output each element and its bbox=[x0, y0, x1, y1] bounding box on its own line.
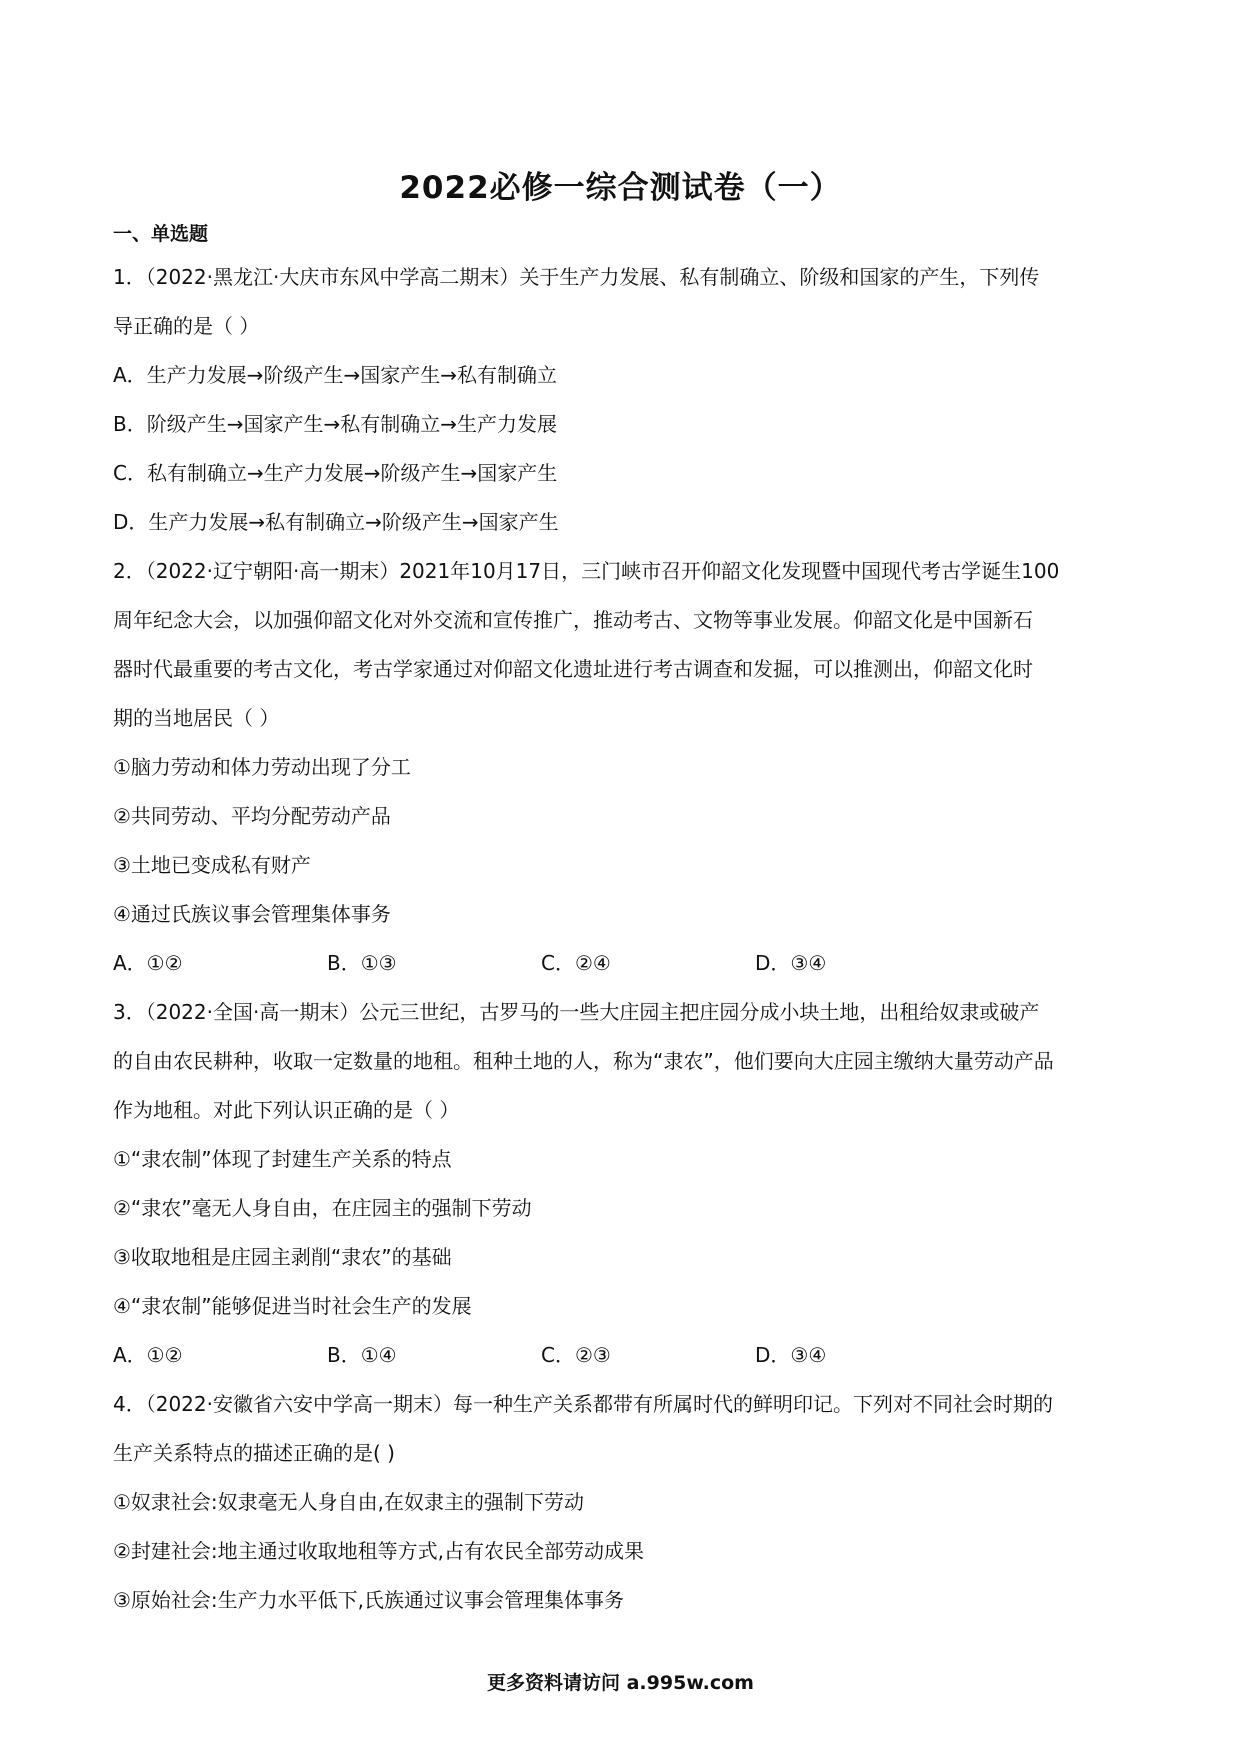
question-stem-line: 生产关系特点的描述正确的是( ) bbox=[113, 1441, 395, 1465]
option-a: A．①② bbox=[113, 1343, 183, 1367]
question-stem-line: 4．（2022·安徽省六安中学高一期末）每一种生产关系都带有所属时代的鲜明印记。下列对不同社会时期的 bbox=[113, 1392, 1053, 1416]
statement-item: ③原始社会:生产力水平低下,氏族通过议事会管理集体事务 bbox=[113, 1588, 625, 1612]
statement-item: ①脑力劳动和体力劳动出现了分工 bbox=[113, 755, 411, 779]
option-c: C．②④ bbox=[541, 951, 611, 975]
question-stem-line: 的自由农民耕种，收取一定数量的地租。租种土地的人，称为“隶农”，他们要向大庄园主缴纳大量劳动产品 bbox=[113, 1049, 1054, 1073]
question-1 bbox=[113, 253, 1133, 547]
choice-c: C．私有制确立→生产力发展→阶级产生→国家产生 bbox=[113, 461, 558, 485]
option-a: A．①② bbox=[113, 951, 183, 975]
statement-item: ④通过氏族议事会管理集体事务 bbox=[113, 902, 391, 926]
option-d: D．③④ bbox=[755, 951, 827, 975]
answer-options bbox=[113, 1331, 1133, 1380]
statement-item: ③收取地租是庄园主剥削“隶农”的基础 bbox=[113, 1245, 452, 1269]
question-stem-line: 周年纪念大会，以加强仰韶文化对外交流和宣传推广，推动考古、文物等事业发展。仰韶文化是中国新石 bbox=[113, 608, 1033, 632]
question-stem-line: 1．（2022·黑龙江·大庆市东风中学高二期末）关于生产力发展、私有制确立、阶级和国家的产生，下列传 bbox=[113, 265, 1040, 289]
choice-d: D．生产力发展→私有制确立→阶级产生→国家产生 bbox=[113, 510, 559, 534]
choice-b: B．阶级产生→国家产生→私有制确立→生产力发展 bbox=[113, 412, 557, 436]
option-b: B．①③ bbox=[327, 951, 397, 975]
question-stem-line: 作为地租。对此下列认识正确的是（ ） bbox=[113, 1098, 460, 1122]
statement-item: ①奴隶社会:奴隶毫无人身自由,在奴隶主的强制下劳动 bbox=[113, 1490, 585, 1514]
question-3 bbox=[113, 988, 1133, 1380]
statement-item: ②封建社会:地主通过收取地租等方式,占有农民全部劳动成果 bbox=[113, 1539, 645, 1563]
question-stem-line: 导正确的是（ ） bbox=[113, 314, 260, 338]
document-title: 2022必修一综合测试卷（一） bbox=[399, 170, 842, 206]
question-stem-line: 器时代最重要的考古文化，考古学家通过对仰韶文化遗址进行考古调查和发掘，可以推测出，仰韶文化时 bbox=[113, 657, 1033, 681]
statement-item: ②共同劳动、平均分配劳动产品 bbox=[113, 804, 391, 828]
option-c: C．②③ bbox=[541, 1343, 611, 1367]
statement-item: ④“隶农制”能够促进当时社会生产的发展 bbox=[113, 1294, 472, 1318]
option-d: D．③④ bbox=[755, 1343, 827, 1367]
option-b: B．①④ bbox=[327, 1343, 397, 1367]
question-stem-line: 期的当地居民（ ） bbox=[113, 706, 280, 730]
question-2 bbox=[113, 547, 1133, 988]
question-list bbox=[113, 253, 1133, 1625]
choice-a: A．生产力发展→阶级产生→国家产生→私有制确立 bbox=[113, 363, 557, 387]
section-heading: 一、单选题 bbox=[113, 223, 209, 245]
statement-item: ③土地已变成私有财产 bbox=[113, 853, 311, 877]
statement-item: ①“隶农制”体现了封建生产关系的特点 bbox=[113, 1147, 452, 1171]
statement-item: ②“隶农”毫无人身自由，在庄园主的强制下劳动 bbox=[113, 1196, 532, 1220]
question-stem-line: 3．（2022·全国·高一期末）公元三世纪，古罗马的一些大庄园主把庄园分成小块土地，出租给奴隶或破产 bbox=[113, 1000, 1040, 1024]
question-4 bbox=[113, 1380, 1133, 1625]
question-stem-line: 2．（2022·辽宁朝阳·高一期末）2021年10月17日，三门峡市召开仰韶文化发现暨中国现代考古学诞生100 bbox=[113, 559, 1060, 583]
footer-link[interactable]: 更多资料请访问 a.995w.com bbox=[487, 1672, 754, 1694]
answer-options bbox=[113, 939, 1133, 988]
